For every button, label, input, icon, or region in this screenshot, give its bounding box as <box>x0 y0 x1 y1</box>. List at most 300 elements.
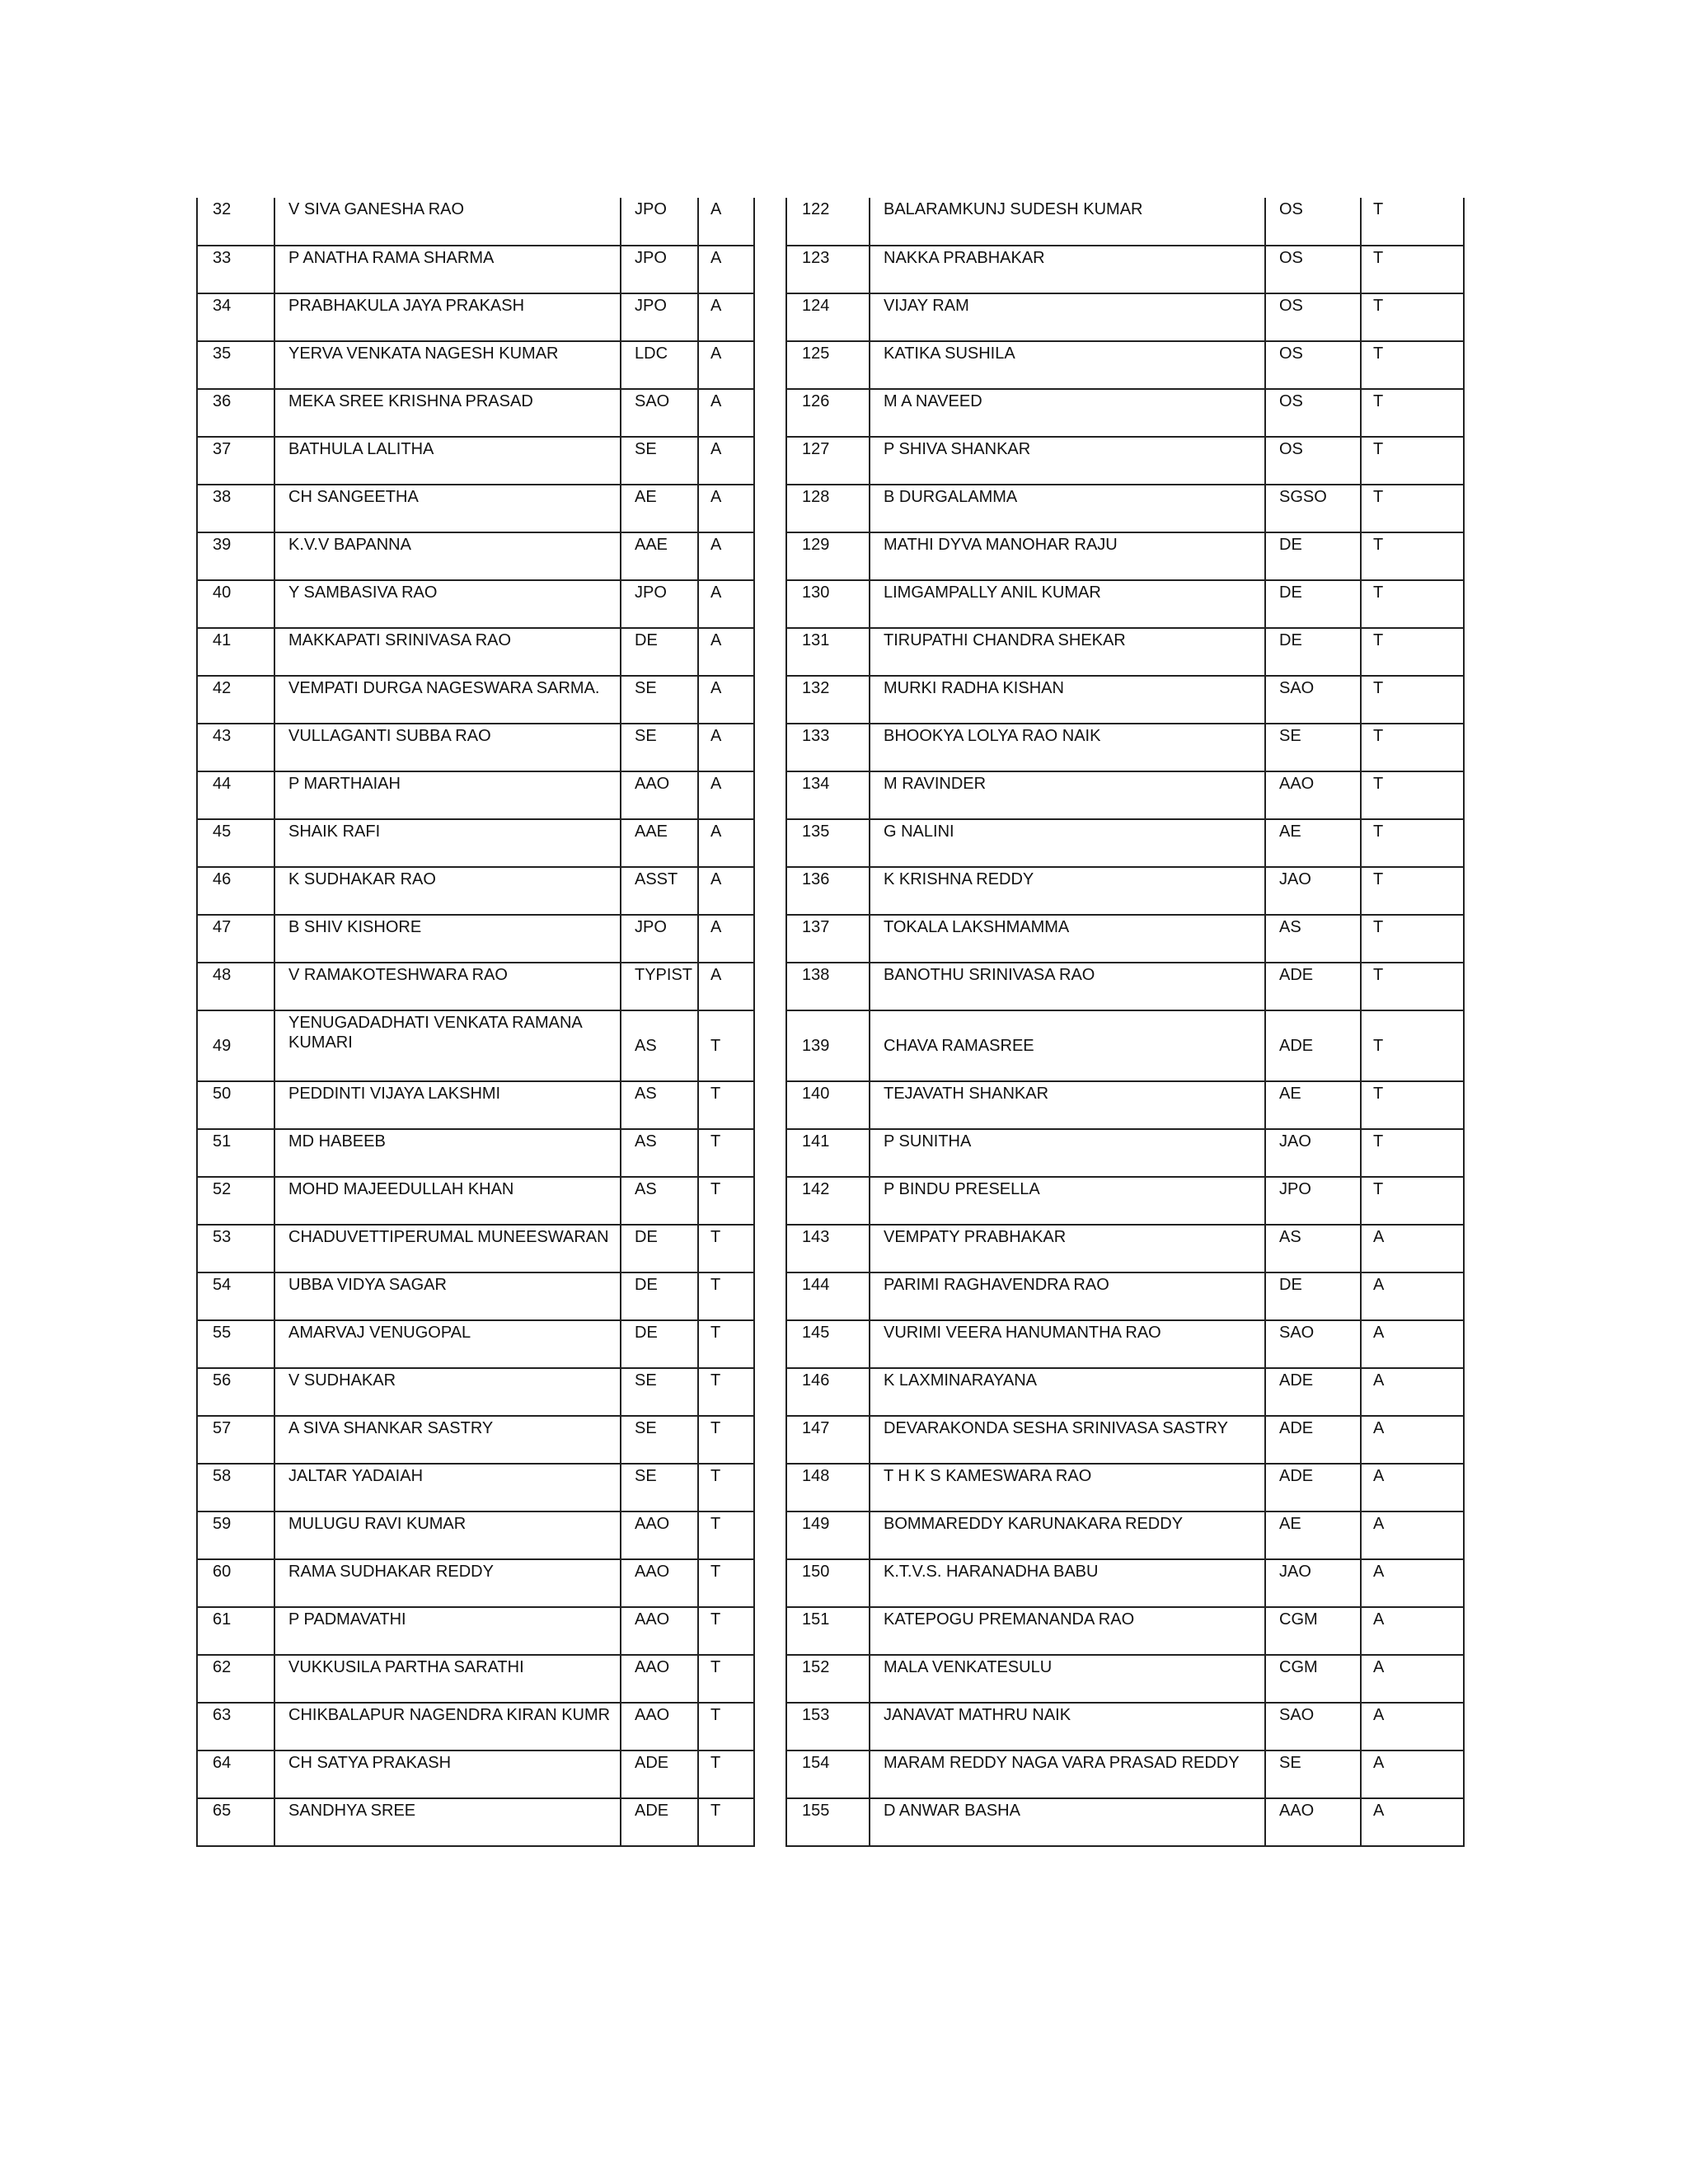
serial-number: 49 <box>197 1010 274 1081</box>
category: A <box>1361 1703 1464 1750</box>
employee-name: CH SATYA PRAKASH <box>274 1750 621 1798</box>
serial-number: 154 <box>786 1750 870 1798</box>
category: T <box>698 1703 754 1750</box>
table-row <box>786 1655 1464 1703</box>
designation: ADE <box>1265 1464 1361 1511</box>
employee-name: D ANWAR BASHA <box>870 1798 1265 1846</box>
serial-number: 138 <box>786 963 870 1010</box>
serial-number: 146 <box>786 1368 870 1416</box>
employee-name: V RAMAKOTESHWARA RAO <box>274 963 621 1010</box>
serial-number: 147 <box>786 1416 870 1464</box>
designation: AS <box>1265 915 1361 963</box>
category: T <box>1361 580 1464 628</box>
category: A <box>1361 1559 1464 1607</box>
designation: DE <box>621 628 698 676</box>
designation: OS <box>1265 293 1361 341</box>
designation: SAO <box>1265 676 1361 724</box>
table-row <box>786 1010 1464 1081</box>
designation: AAO <box>1265 1798 1361 1846</box>
designation: JPO <box>621 246 698 293</box>
table-row <box>197 1010 754 1081</box>
category: T <box>698 1081 754 1129</box>
employee-name: MOHD MAJEEDULLAH KHAN <box>274 1177 621 1225</box>
employee-name: SHAIK RAFI <box>274 819 621 867</box>
designation: AAE <box>621 819 698 867</box>
category: T <box>1361 628 1464 676</box>
table-row <box>786 724 1464 771</box>
designation: SAO <box>1265 1703 1361 1750</box>
serial-number: 41 <box>197 628 274 676</box>
serial-number: 63 <box>197 1703 274 1750</box>
employee-name: VEMPATI DURGA NAGESWARA SARMA. <box>274 676 621 724</box>
table-row <box>197 628 754 676</box>
serial-number: 37 <box>197 437 274 485</box>
table-row <box>786 437 1464 485</box>
employee-name: KATEPOGU PREMANANDA RAO <box>870 1607 1265 1655</box>
left-table <box>196 198 755 1847</box>
employee-name: SANDHYA SREE <box>274 1798 621 1846</box>
table-row <box>786 676 1464 724</box>
table-row <box>197 341 754 389</box>
serial-number: 32 <box>197 198 274 246</box>
designation: CGM <box>1265 1655 1361 1703</box>
table-row <box>786 1320 1464 1368</box>
designation: AS <box>1265 1225 1361 1272</box>
category: A <box>1361 1655 1464 1703</box>
category: A <box>698 389 754 437</box>
table-row <box>197 1655 754 1703</box>
employee-name: K.T.V.S. HARANADHA BABU <box>870 1559 1265 1607</box>
serial-number: 54 <box>197 1272 274 1320</box>
category: T <box>698 1798 754 1846</box>
category: A <box>698 867 754 915</box>
category: A <box>698 341 754 389</box>
designation: JPO <box>621 915 698 963</box>
category: A <box>1361 1320 1464 1368</box>
serial-number: 34 <box>197 293 274 341</box>
category: T <box>1361 198 1464 246</box>
designation: OS <box>1265 389 1361 437</box>
category: T <box>1361 1129 1464 1177</box>
table-row <box>197 1225 754 1272</box>
category: A <box>698 437 754 485</box>
category: A <box>698 819 754 867</box>
employee-name: B DURGALAMMA <box>870 485 1265 532</box>
table-row <box>786 389 1464 437</box>
category: T <box>1361 915 1464 963</box>
employee-name: YENUGADADHATI VENKATA RAMANA KUMARI <box>274 1010 621 1081</box>
table-row <box>786 293 1464 341</box>
employee-name: V SUDHAKAR <box>274 1368 621 1416</box>
table-row <box>197 1129 754 1177</box>
table-row <box>786 1272 1464 1320</box>
category: A <box>1361 1368 1464 1416</box>
employee-name: CHAVA RAMASREE <box>870 1010 1265 1081</box>
designation: ADE <box>1265 1010 1361 1081</box>
serial-number: 60 <box>197 1559 274 1607</box>
table-row <box>197 580 754 628</box>
designation: ADE <box>621 1798 698 1846</box>
category: A <box>1361 1511 1464 1559</box>
category: T <box>1361 963 1464 1010</box>
serial-number: 152 <box>786 1655 870 1703</box>
employee-name: A SIVA SHANKAR SASTRY <box>274 1416 621 1464</box>
serial-number: 51 <box>197 1129 274 1177</box>
employee-name: NAKKA PRABHAKAR <box>870 246 1265 293</box>
category: A <box>698 246 754 293</box>
table-row <box>197 1368 754 1416</box>
designation: AAO <box>621 771 698 819</box>
table-row <box>197 1464 754 1511</box>
serial-number: 50 <box>197 1081 274 1129</box>
designation: JPO <box>621 198 698 246</box>
category: T <box>1361 676 1464 724</box>
category: T <box>1361 532 1464 580</box>
designation: AE <box>1265 1511 1361 1559</box>
employee-name: P ANATHA RAMA SHARMA <box>274 246 621 293</box>
table-row <box>197 246 754 293</box>
table-row <box>197 1750 754 1798</box>
category: T <box>698 1750 754 1798</box>
category: A <box>698 628 754 676</box>
serial-number: 140 <box>786 1081 870 1129</box>
serial-number: 135 <box>786 819 870 867</box>
designation: SAO <box>621 389 698 437</box>
table-row <box>786 580 1464 628</box>
table-row <box>197 389 754 437</box>
serial-number: 137 <box>786 915 870 963</box>
table-row <box>197 198 754 246</box>
employee-name: M A NAVEED <box>870 389 1265 437</box>
category: T <box>1361 724 1464 771</box>
employee-name: B SHIV KISHORE <box>274 915 621 963</box>
designation: AS <box>621 1129 698 1177</box>
employee-name: P SUNITHA <box>870 1129 1265 1177</box>
category: A <box>698 532 754 580</box>
category: T <box>1361 1177 1464 1225</box>
designation: AS <box>621 1010 698 1081</box>
table-row <box>786 1511 1464 1559</box>
designation: AE <box>1265 819 1361 867</box>
employee-name: VUKKUSILA PARTHA SARATHI <box>274 1655 621 1703</box>
serial-number: 150 <box>786 1559 870 1607</box>
table-row <box>786 1416 1464 1464</box>
category: T <box>1361 389 1464 437</box>
table-row <box>786 915 1464 963</box>
designation: AAO <box>1265 771 1361 819</box>
table-row <box>197 1607 754 1655</box>
designation: SE <box>621 1416 698 1464</box>
employee-name: P BINDU PRESELLA <box>870 1177 1265 1225</box>
designation: AAO <box>621 1655 698 1703</box>
designation: JPO <box>1265 1177 1361 1225</box>
serial-number: 155 <box>786 1798 870 1846</box>
category: T <box>1361 437 1464 485</box>
employee-name: K LAXMINARAYANA <box>870 1368 1265 1416</box>
table-row <box>786 819 1464 867</box>
designation: AAO <box>621 1511 698 1559</box>
designation: DE <box>1265 580 1361 628</box>
employee-name: TIRUPATHI CHANDRA SHEKAR <box>870 628 1265 676</box>
employee-name: VURIMI VEERA HANUMANTHA RAO <box>870 1320 1265 1368</box>
employee-name: BHOOKYA LOLYA RAO NAIK <box>870 724 1265 771</box>
designation: JPO <box>621 293 698 341</box>
table-row <box>786 341 1464 389</box>
designation: AE <box>1265 1081 1361 1129</box>
designation: AE <box>621 485 698 532</box>
employee-name: P PADMAVATHI <box>274 1607 621 1655</box>
designation: ADE <box>1265 1416 1361 1464</box>
category: A <box>698 724 754 771</box>
category: T <box>698 1129 754 1177</box>
serial-number: 122 <box>786 198 870 246</box>
designation: SE <box>621 676 698 724</box>
category: A <box>1361 1750 1464 1798</box>
designation: DE <box>1265 628 1361 676</box>
table-row <box>786 1559 1464 1607</box>
designation: SAO <box>1265 1320 1361 1368</box>
serial-number: 36 <box>197 389 274 437</box>
category: T <box>1361 867 1464 915</box>
designation: AAO <box>621 1607 698 1655</box>
serial-number: 153 <box>786 1703 870 1750</box>
employee-name: UBBA VIDYA SAGAR <box>274 1272 621 1320</box>
employee-name: TOKALA LAKSHMAMMA <box>870 915 1265 963</box>
serial-number: 127 <box>786 437 870 485</box>
table-row <box>786 1464 1464 1511</box>
category: T <box>1361 1081 1464 1129</box>
serial-number: 132 <box>786 676 870 724</box>
category: T <box>698 1559 754 1607</box>
serial-number: 128 <box>786 485 870 532</box>
serial-number: 123 <box>786 246 870 293</box>
employee-name: DEVARAKONDA SESHA SRINIVASA SASTRY <box>870 1416 1265 1464</box>
employee-name: MATHI DYVA MANOHAR RAJU <box>870 532 1265 580</box>
category: T <box>698 1655 754 1703</box>
category: A <box>698 676 754 724</box>
designation: DE <box>1265 532 1361 580</box>
employee-name: TEJAVATH SHANKAR <box>870 1081 1265 1129</box>
designation: AAO <box>621 1703 698 1750</box>
designation: DE <box>621 1272 698 1320</box>
serial-number: 126 <box>786 389 870 437</box>
serial-number: 58 <box>197 1464 274 1511</box>
employee-name: M RAVINDER <box>870 771 1265 819</box>
employee-name: BOMMAREDDY KARUNAKARA REDDY <box>870 1511 1265 1559</box>
serial-number: 148 <box>786 1464 870 1511</box>
right-table <box>785 198 1465 1847</box>
designation: JAO <box>1265 1559 1361 1607</box>
category: T <box>1361 771 1464 819</box>
designation: AS <box>621 1081 698 1129</box>
table-row <box>786 1225 1464 1272</box>
table-row <box>197 1559 754 1607</box>
category: T <box>698 1225 754 1272</box>
table-row <box>786 1607 1464 1655</box>
table-row <box>197 1511 754 1559</box>
serial-number: 56 <box>197 1368 274 1416</box>
employee-name: BANOTHU SRINIVASA RAO <box>870 963 1265 1010</box>
category: A <box>1361 1225 1464 1272</box>
table-row <box>197 485 754 532</box>
employee-name: P SHIVA SHANKAR <box>870 437 1265 485</box>
employee-name: JANAVAT MATHRU NAIK <box>870 1703 1265 1750</box>
category: T <box>1361 485 1464 532</box>
designation: ADE <box>621 1750 698 1798</box>
table-row <box>197 1081 754 1129</box>
table-row <box>786 1368 1464 1416</box>
designation: DE <box>621 1320 698 1368</box>
designation: ADE <box>1265 963 1361 1010</box>
table-row <box>786 867 1464 915</box>
designation: DE <box>621 1225 698 1272</box>
designation: AS <box>621 1177 698 1225</box>
employee-name: PEDDINTI VIJAYA LAKSHMI <box>274 1081 621 1129</box>
serial-number: 125 <box>786 341 870 389</box>
serial-number: 64 <box>197 1750 274 1798</box>
designation: OS <box>1265 341 1361 389</box>
employee-name: MURKI RADHA KISHAN <box>870 676 1265 724</box>
table-row <box>786 485 1464 532</box>
table-row <box>786 1798 1464 1846</box>
serial-number: 47 <box>197 915 274 963</box>
designation: LDC <box>621 341 698 389</box>
table-row <box>786 1081 1464 1129</box>
employee-name: G NALINI <box>870 819 1265 867</box>
category: T <box>698 1607 754 1655</box>
category: A <box>698 963 754 1010</box>
designation: OS <box>1265 437 1361 485</box>
serial-number: 124 <box>786 293 870 341</box>
serial-number: 42 <box>197 676 274 724</box>
serial-number: 48 <box>197 963 274 1010</box>
table-row <box>786 771 1464 819</box>
category: T <box>698 1272 754 1320</box>
category: T <box>698 1320 754 1368</box>
table-row <box>786 532 1464 580</box>
serial-number: 141 <box>786 1129 870 1177</box>
employee-name: BATHULA LALITHA <box>274 437 621 485</box>
designation: OS <box>1265 246 1361 293</box>
table-row <box>786 1177 1464 1225</box>
designation: TYPIST <box>621 963 698 1010</box>
serial-number: 130 <box>786 580 870 628</box>
category: A <box>698 580 754 628</box>
category: T <box>1361 1010 1464 1081</box>
serial-number: 33 <box>197 246 274 293</box>
employee-name: YERVA VENKATA NAGESH KUMAR <box>274 341 621 389</box>
category: A <box>1361 1272 1464 1320</box>
table-row <box>786 1703 1464 1750</box>
employee-name: MULUGU RAVI KUMAR <box>274 1511 621 1559</box>
employee-name: MD HABEEB <box>274 1129 621 1177</box>
designation: DE <box>1265 1272 1361 1320</box>
employee-name: VEMPATY PRABHAKAR <box>870 1225 1265 1272</box>
category: A <box>698 198 754 246</box>
category: T <box>698 1511 754 1559</box>
table-row <box>786 1129 1464 1177</box>
designation: OS <box>1265 198 1361 246</box>
category: T <box>698 1416 754 1464</box>
employee-name: T H K S KAMESWARA RAO <box>870 1464 1265 1511</box>
employee-name: JALTAR YADAIAH <box>274 1464 621 1511</box>
serial-number: 139 <box>786 1010 870 1081</box>
employee-name: CHIKBALAPUR NAGENDRA KIRAN KUMR <box>274 1703 621 1750</box>
employee-name: MALA VENKATESULU <box>870 1655 1265 1703</box>
serial-number: 40 <box>197 580 274 628</box>
table-row <box>197 915 754 963</box>
employee-name: LIMGAMPALLY ANIL KUMAR <box>870 580 1265 628</box>
employee-name: BALARAMKUNJ SUDESH KUMAR <box>870 198 1265 246</box>
employee-name: MAKKAPATI SRINIVASA RAO <box>274 628 621 676</box>
serial-number: 46 <box>197 867 274 915</box>
employee-name: MARAM REDDY NAGA VARA PRASAD REDDY <box>870 1750 1265 1798</box>
category: A <box>1361 1607 1464 1655</box>
employee-name: V SIVA GANESHA RAO <box>274 198 621 246</box>
designation: JAO <box>1265 1129 1361 1177</box>
employee-name: K SUDHAKAR RAO <box>274 867 621 915</box>
serial-number: 55 <box>197 1320 274 1368</box>
serial-number: 149 <box>786 1511 870 1559</box>
employee-name: K KRISHNA REDDY <box>870 867 1265 915</box>
table-row <box>197 963 754 1010</box>
employee-name: PARIMI RAGHAVENDRA RAO <box>870 1272 1265 1320</box>
left-table-body <box>197 198 754 1846</box>
serial-number: 133 <box>786 724 870 771</box>
serial-number: 43 <box>197 724 274 771</box>
category: A <box>1361 1798 1464 1846</box>
serial-number: 59 <box>197 1511 274 1559</box>
category: T <box>1361 246 1464 293</box>
category: T <box>1361 341 1464 389</box>
category: A <box>698 915 754 963</box>
designation: AAO <box>621 1559 698 1607</box>
serial-number: 53 <box>197 1225 274 1272</box>
designation: SE <box>621 1368 698 1416</box>
serial-number: 136 <box>786 867 870 915</box>
serial-number: 62 <box>197 1655 274 1703</box>
table-row <box>197 437 754 485</box>
serial-number: 44 <box>197 771 274 819</box>
category: T <box>1361 819 1464 867</box>
category: T <box>1361 293 1464 341</box>
serial-number: 131 <box>786 628 870 676</box>
employee-name: VIJAY RAM <box>870 293 1265 341</box>
employee-name: PRABHAKULA JAYA PRAKASH <box>274 293 621 341</box>
table-row <box>197 1416 754 1464</box>
category: A <box>698 771 754 819</box>
designation: SE <box>621 1464 698 1511</box>
employee-name: AMARVAJ VENUGOPAL <box>274 1320 621 1368</box>
designation: JAO <box>1265 867 1361 915</box>
designation: SE <box>621 724 698 771</box>
table-row <box>197 532 754 580</box>
designation: SE <box>621 437 698 485</box>
serial-number: 143 <box>786 1225 870 1272</box>
serial-number: 129 <box>786 532 870 580</box>
employee-name: RAMA SUDHAKAR REDDY <box>274 1559 621 1607</box>
designation: SE <box>1265 1750 1361 1798</box>
table-row <box>197 1320 754 1368</box>
table-row <box>197 676 754 724</box>
table-row <box>786 628 1464 676</box>
serial-number: 151 <box>786 1607 870 1655</box>
designation: CGM <box>1265 1607 1361 1655</box>
category: T <box>698 1368 754 1416</box>
table-row <box>197 1272 754 1320</box>
table-row <box>197 724 754 771</box>
table-row <box>197 1177 754 1225</box>
